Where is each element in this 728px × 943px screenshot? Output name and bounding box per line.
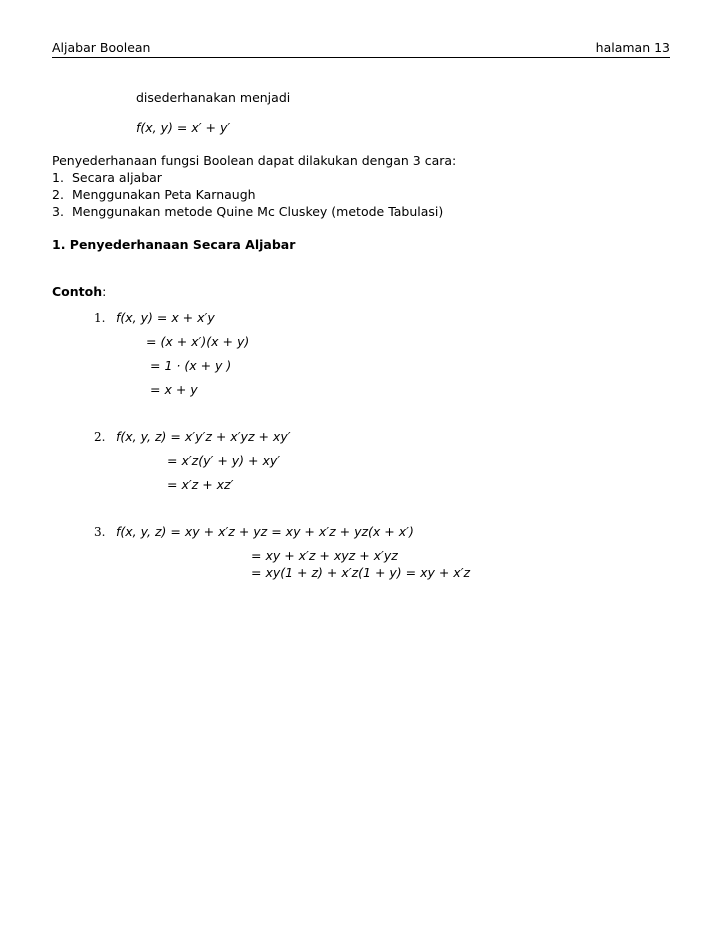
example-1-line-2: = (x + x′)(x + y)	[146, 334, 250, 349]
example-2-number: 2.	[94, 430, 106, 444]
example-2-line-3: = x′z + xz′	[167, 477, 234, 492]
method-item-3-text: Menggunakan metode Quine Mc Cluskey (metode Tabulasi)	[72, 204, 444, 219]
method-item-3	[52, 204, 444, 219]
example-2-line-2: = x′z(y′ + y) + xy′	[167, 453, 281, 468]
example-label-colon: :	[102, 284, 107, 299]
methods-heading: Penyederhanaan fungsi Boolean dapat dilakukan dengan 3 cara:	[52, 153, 457, 168]
example-3-line-2: = xy + x′z + xyz + x′yz	[251, 548, 398, 563]
method-item-1-text: Secara aljabar	[72, 170, 162, 185]
method-item-1	[52, 170, 162, 185]
example-label	[52, 284, 106, 299]
method-item-2-number: 2.	[52, 187, 64, 202]
method-item-1-number: 1.	[52, 170, 64, 185]
page-number: halaman 13	[595, 40, 670, 55]
example-3-line-3: = xy(1 + z) + x′z(1 + y) = xy + x′z	[251, 565, 471, 580]
header-rule	[52, 57, 670, 58]
header-title: Aljabar Boolean	[52, 40, 151, 55]
example-label-text: Contoh	[52, 284, 103, 299]
section-title: 1. Penyederhanaan Secara Aljabar	[52, 237, 296, 252]
method-item-3-number: 3.	[52, 204, 64, 219]
example-1-line-4: = x + y	[150, 382, 198, 397]
example-1-line-1: f(x, y) = x + x′y	[116, 310, 215, 325]
intro-text: disederhanakan menjadi	[136, 90, 291, 105]
example-1-line-3: = 1 · (x + y )	[150, 358, 232, 373]
example-1-number: 1.	[94, 311, 106, 325]
example-2-line-1: f(x, y, z) = x′y′z + x′yz + xy′	[116, 429, 291, 444]
method-item-2	[52, 187, 256, 202]
example-3-line-1: f(x, y, z) = xy + x′z + yz = xy + x′z + yz(x + x′)	[116, 524, 414, 539]
method-item-2-text: Menggunakan Peta Karnaugh	[72, 187, 256, 202]
example-3-number: 3.	[94, 525, 106, 539]
intro-formula: f(x, y) = x′ + y′	[136, 120, 231, 135]
